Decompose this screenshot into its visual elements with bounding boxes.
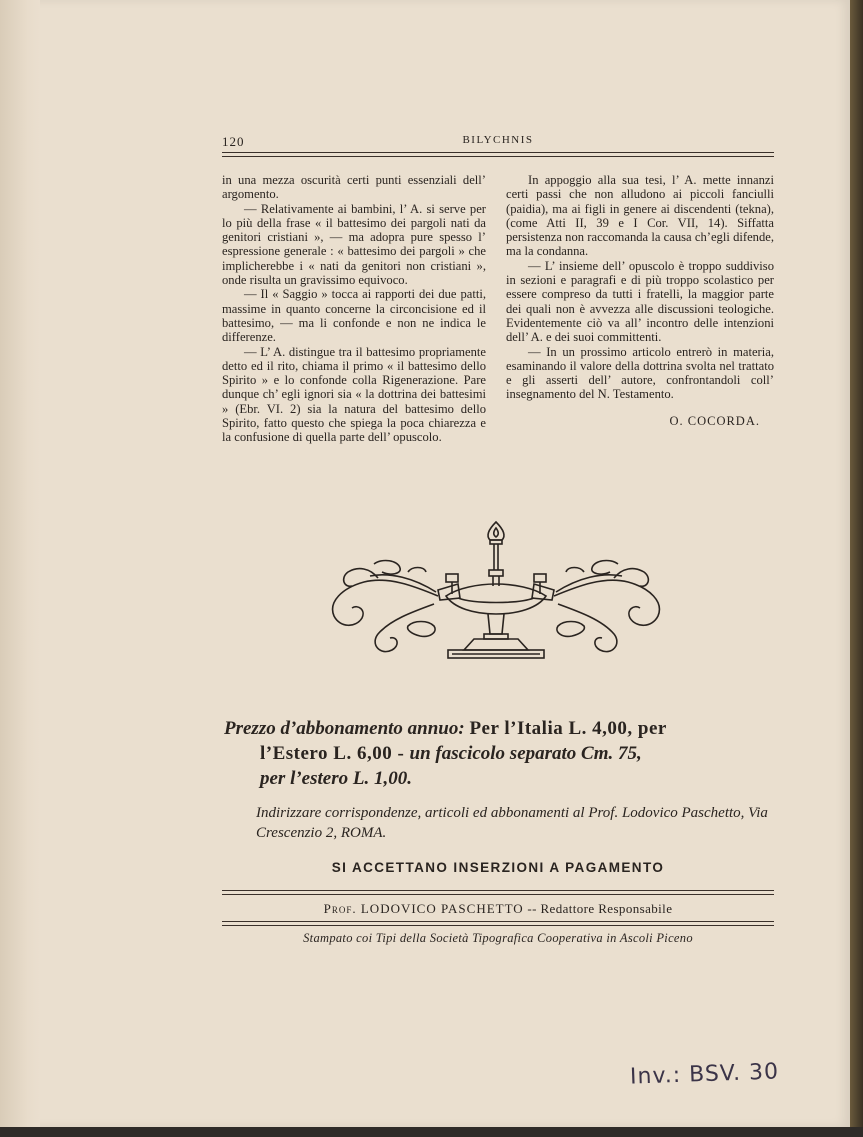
left-column (222, 173, 486, 445)
price-italy: Per l’Italia L. 4,00, per (469, 718, 667, 739)
printer-imprint: Stampato coi Tipi della Società Tipografica Cooperativa in Ascoli Piceno (303, 931, 693, 945)
subscription-price (224, 716, 779, 791)
editor-rule-bottom (222, 921, 774, 926)
header-rule (222, 152, 774, 157)
correspondence-address: Indirizzare corrispondenze, articoli ed abbonamenti al Prof. Lodovico Paschetto, Via Crescenzio 2, ROMA. (256, 805, 768, 841)
journal-title: BILYCHNIS (462, 134, 534, 146)
price-line-2 (224, 741, 779, 766)
left-paragraph: — L’ A. distingue tra il battesimo propriamente detto ed il rito, chiama il primo « il battesimo dello Spirito » e lo confonde colla Rigenerazione. Pare dunque ch’ egli ignori sia « la dottrina dei battesimi » (Ebr. VI. 2) sia la natura del battesimo dello Spirito, fatto questo che spiega la poca chiarezza e la confusione di quella parte dell’ opuscolo. (222, 344, 486, 445)
author-signature: O. COCORDA. (669, 413, 760, 428)
price-single-abroad: per l’estero L. 1,00. (260, 768, 412, 789)
editor-name: Prof. LODOVICO PASCHETTO (323, 901, 524, 916)
ads-notice: SI ACCETTANO INSERZIONI A PAGAMENTO (331, 860, 665, 875)
scan-background (0, 1127, 863, 1137)
left-paragraph: — Relativamente ai bambini, l’ A. si serve per lo più della frase « il battesimo dei pargoli nati da genitori cristiani », — ma adopra pure spesso l’ espressione generale : « battesimo dei pargoli » che implicherebbe i « nati da genitori non cristiani », onde risulta un gravissimo equivoco. (222, 201, 486, 288)
left-paragraph: — Il « Saggio » tocca ai rapporti dei due patti, massime in quanto concerne la circoncisione ed il battesimo, — ma li confonde e non ne indica le differenze. (222, 287, 486, 345)
editor-line (222, 901, 774, 917)
oil-lamp-ornament-icon (318, 516, 674, 666)
left-paragraph: in una mezza oscurità certi punti essenziali dell’ argomento. (222, 173, 486, 202)
price-lead: Prezzo d’abbonamento annuo: (224, 718, 465, 739)
page-number: 120 (222, 134, 245, 149)
inventory-mark: Inv.: BSV. 30 (629, 1059, 780, 1090)
right-column (506, 173, 774, 428)
price-abroad: l’Estero L. 6,00 (260, 743, 393, 764)
price-separator: - (392, 743, 410, 764)
book-spine (850, 0, 863, 1137)
editor-rule-top (222, 890, 774, 895)
right-paragraph: In appoggio alla sua tesi, l’ A. mette innanzi certi passi che non alludono ai piccoli fanciulli (paidia), ma ai figli in genere ai discendenti (tekna), (come Atti II, 39 e I Cor. VII, 14). Siffatta persistenza non raccomanda la causa ch’egli difende, ma la condanna. (506, 173, 774, 259)
right-paragraph: — L’ insieme dell’ opuscolo è troppo suddiviso in sezioni e paragrafi e di più troppo scolastico per essere compreso da tutti i fratelli, la maggior parte dei quali non è avvezza alle discussioni teologiche. Evidentemente ciò va all’ incontro delle intenzioni dell’ A. e dei suoi committenti. (506, 258, 774, 345)
page-edge-shading (0, 0, 40, 1127)
price-single-issue: un fascicolo separato Cm. 75, (409, 743, 642, 764)
running-header (222, 134, 774, 154)
right-paragraph: — In un prossimo articolo entrerò in materia, esaminando il valore della dottrina svolta nel trattato e gli asserti dell’ autore, confrontandoli coll’ insegnamento del N. Testamento. (506, 344, 774, 402)
editor-role: -- Redattore Responsabile (527, 901, 673, 916)
